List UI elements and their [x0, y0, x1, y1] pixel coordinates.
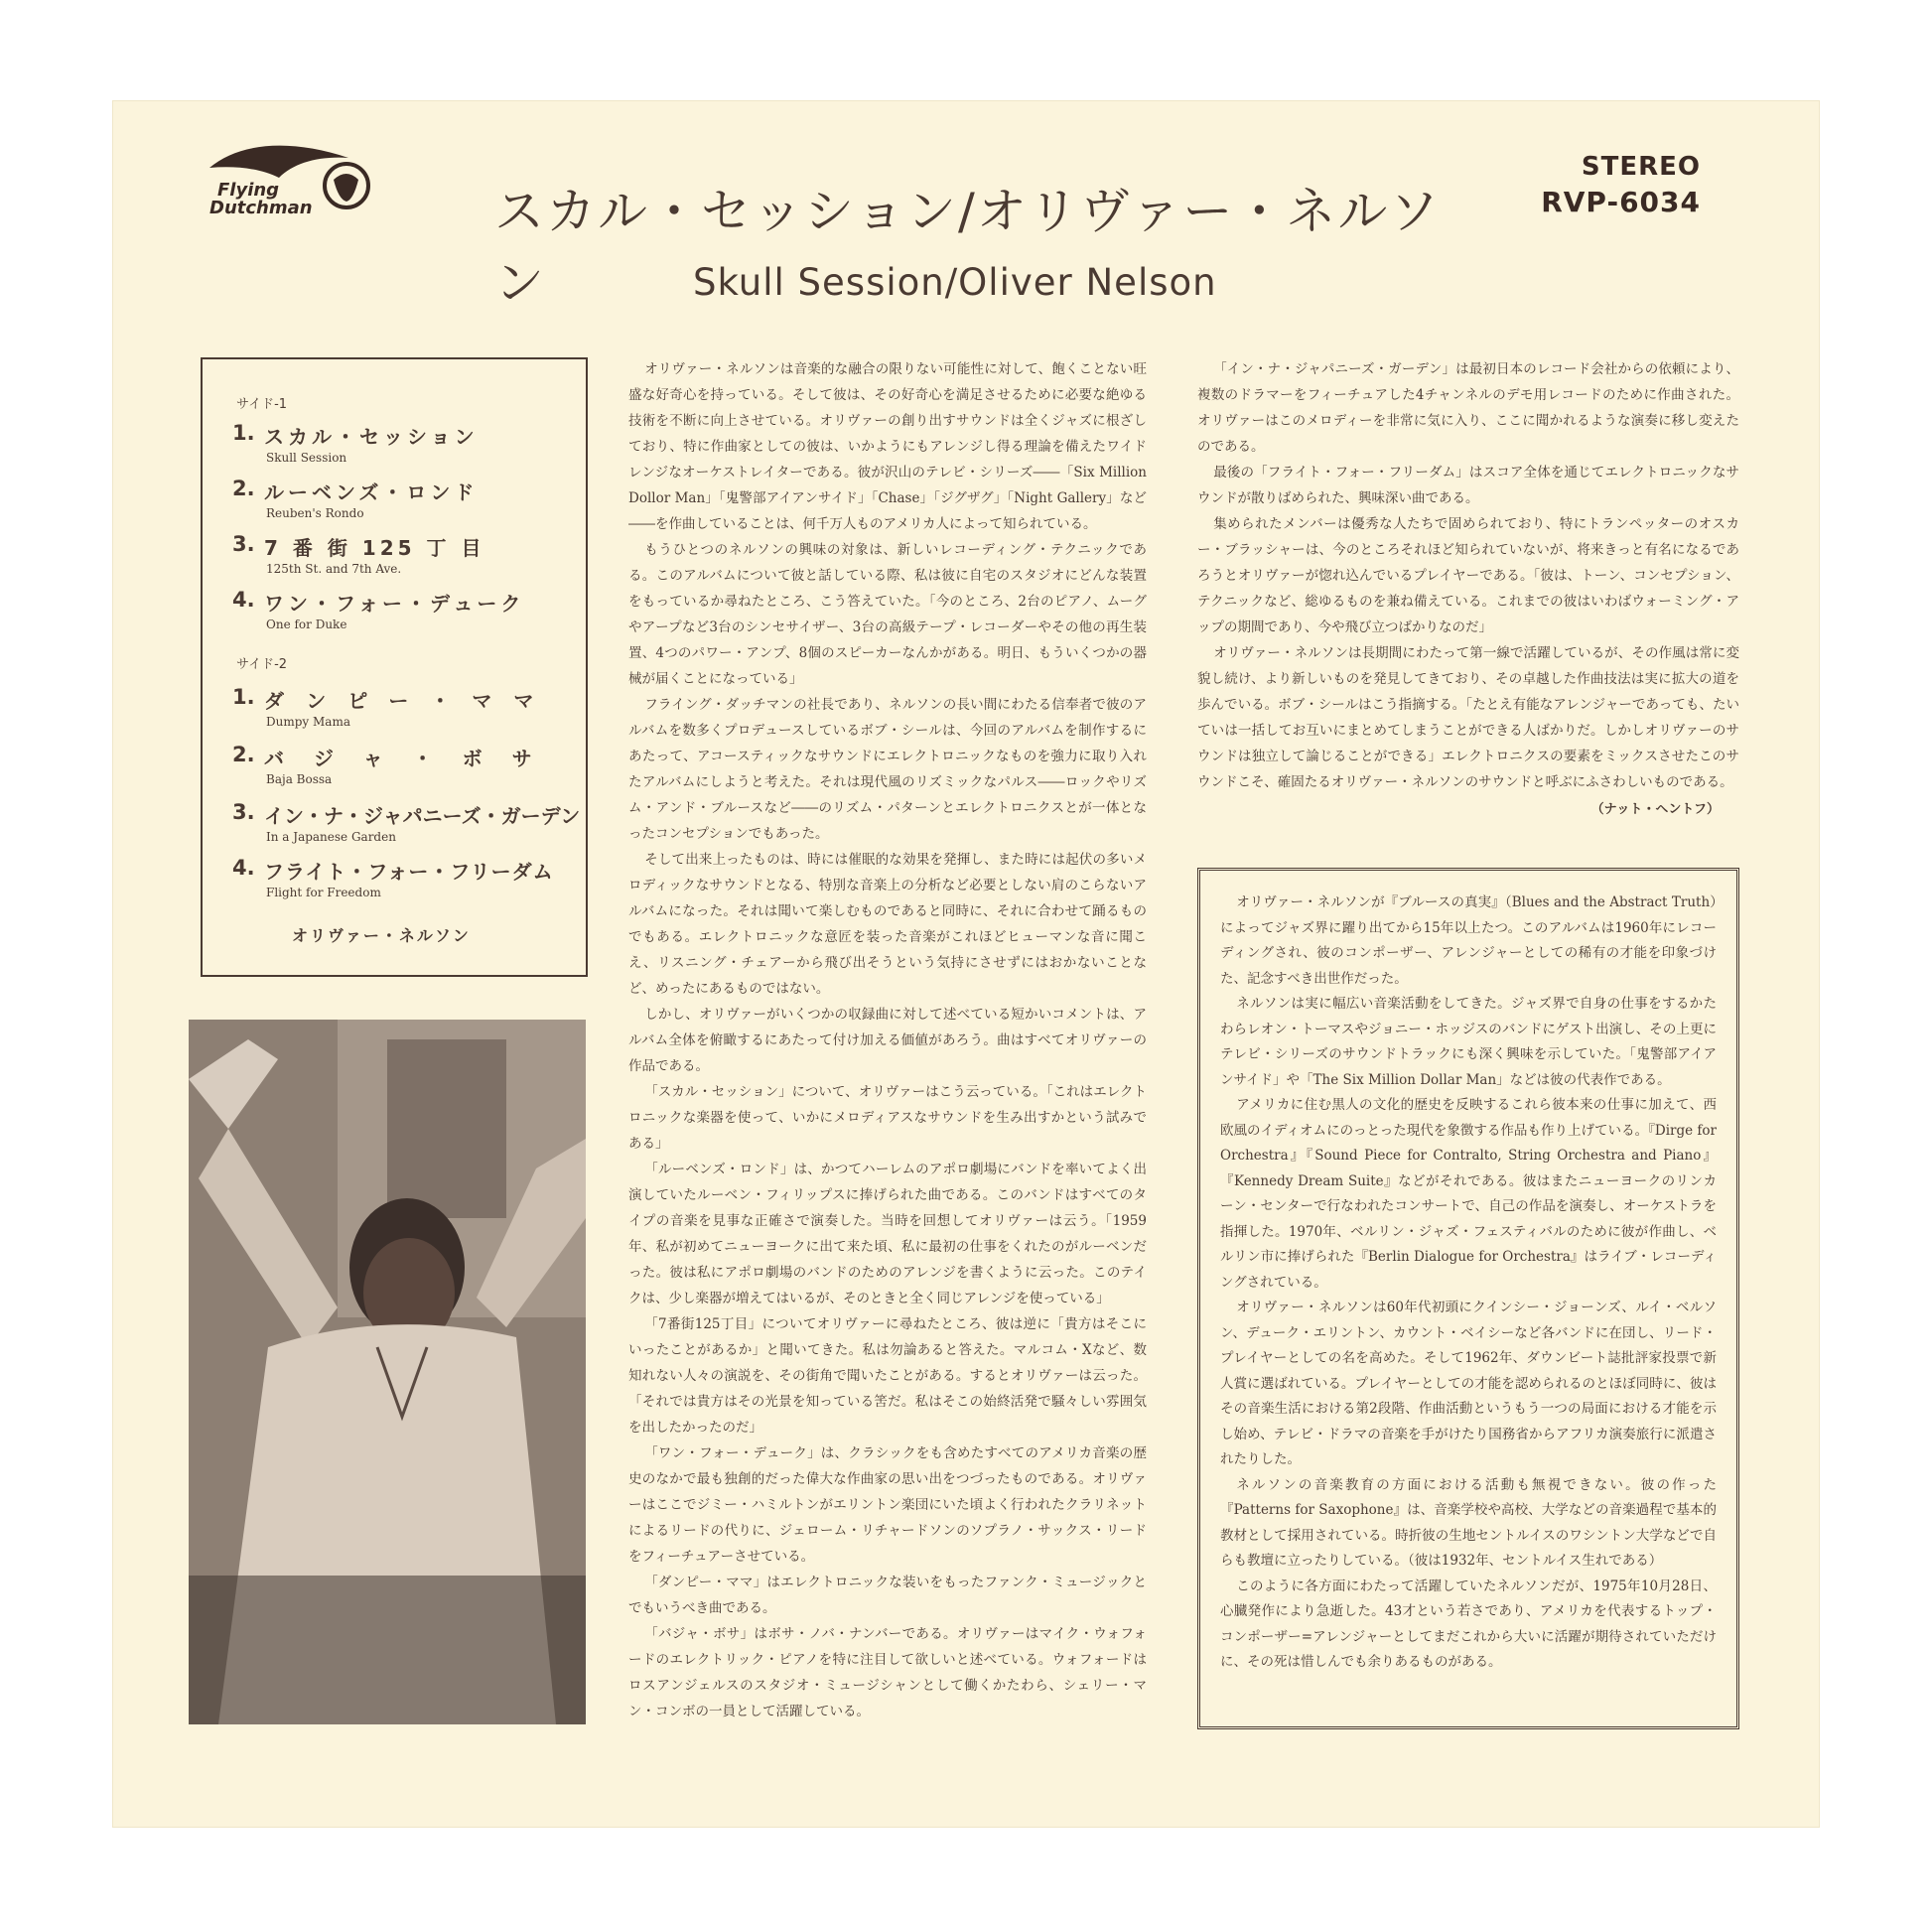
track-title-en: In a Japanese Garden [266, 830, 396, 844]
notes-paragraph: 「ダンピー・ママ」はエレクトロニックな装いをもったファンク・ミュージックとでもいうべき曲である。 [628, 1575, 1147, 1616]
biography-box [1197, 868, 1739, 1729]
bio-paragraph: オリヴァー・ネルソンが『ブルースの真実』（Blues and the Abstract Truth）によってジャズ界に躍り出てから15年以上たつ。このアルバムは1960年にレコーディングされ、彼のコンポーザー、アレンジャーとしての稀有の才能を印象づけた、記念すべき出世作だった。 [1220, 894, 1717, 987]
bio-paragraph: オリヴァー・ネルソンは60年代初頭にクインシー・ジョーンズ、ルイ・ベルソン、デューク・エリントン、カウント・ベイシーなど各バンドに在団し、リード・プレイヤーとしての名を高めた。そして1962年、ダウンビート誌批評家投票で新人賞に選ばれている。プレイヤーとしての才能を認められるのとほぼ同時に、彼はその音楽生活における第2段階、作曲活動というもう一つの局面における才能を示し始め、テレビ・ドラマの音楽を手がけたり国務省からアフリカ演奏旅行に派遣されたりした。 [1220, 1300, 1717, 1467]
notes-paragraph: フライング・ダッチマンの社長であり、ネルソンの長い間にわたる信奉者で彼のアルバムを数多くプロデュースしているボブ・シールは、今回のアルバムを制作するにあたって、アコースティックなサウンドにエレクトロニックなものを強力に取り入れたアルバムにしようと考えた。それは現代風のリズミックなパルス――ロックやリズム・アンド・ブルースなど――のリズム・パターンとエレクトロニクスとが一体となったコンセプションでもあった。 [628, 697, 1147, 842]
notes-paragraph: 集められたメンバーは優秀な人たちで固められており、特にトランペッターのオスカー・ブラッシャーは、今のところそれほど知られていないが、将来きっと有名になるであろうとオリヴァーが惚れ込んでいるプレイヤーである。「彼は、トーン、コンセプション、テクニックなど、総ゆるものを兼ね備えている。これまでの彼はいわばウォーミング・アップの期間であり、今や飛び立つばかりなのだ」 [1197, 516, 1739, 635]
track-title-ja: フライト・フォー・フリーダム [264, 860, 554, 884]
notes-paragraph: オリヴァー・ネルソンは長期間にわたって第一線で活躍しているが、その作風は常に変貌し続け、より新しいものを発見してきており、その卓越した作曲技法は実に拡大の道を歩んでいる。ボブ・シールはこう指摘する。「たとえ有能なアレンジャーであっても、たいていは一括してお互いにまとめてしまうことができる人ばかりだ。しかしオリヴァーのサウンドは独立して論じることができる」エレクトロニクスの要素をミックスさせたこのサウンドこそ、確固たるオリヴァー・ネルソンのサウンドと呼ぶにふさわしいものである。 [1197, 645, 1739, 790]
album-title-english: Skull Session/Oliver Nelson [693, 261, 1217, 304]
liner-notes-column-2 [1197, 356, 1739, 823]
track-title-en: Dumpy Mama [266, 715, 350, 729]
track-title-en: Baja Bossa [266, 772, 333, 786]
notes-paragraph: そして出来上ったものは、時には催眠的な効果を発揮し、また時には起伏の多いメロディックなサウンドとなる、特別な音楽上の分析など必要としない肩のこらないアルバムになった。それは聞いて楽しむものであると同時に、それに合わせて踊るものでもある。エレクトロニックな意匠を装った音楽がこれほどヒューマンな音に聞こえ、リスニング・チェアーから飛び出そうという気持にさせずにはおかないことなど、めったにあるものではない。 [628, 852, 1147, 997]
liner-notes-column-1 [628, 356, 1147, 1724]
track-title-en: One for Duke [266, 617, 347, 631]
catalog-block [1541, 152, 1701, 218]
track-title-ja: ルーベンズ・ロンド [264, 480, 479, 504]
catalog-number: RVP-6034 [1541, 186, 1701, 218]
notes-paragraph: もうひとつのネルソンの興味の対象は、新しいレコーディング・テクニックである。このアルバムについて彼と話している際、私は彼に自宅のスタジオにどんな装置をもっているか尋ねたところ、こう答えていた。「今のところ、2台のピアノ、ムーグやアープなど3台のシンセサイザー、3台の高級テープ・レコーダーやその他の再生装置、4つのパワー・アンプ、8個のスピーカーなんかがある。明日、もういくつかの器械が届くことになっている」 [628, 542, 1147, 687]
notes-author: （ナット・ヘントフ） [1590, 802, 1720, 817]
notes-paragraph: 「スカル・セッション」について、オリヴァーはこう云っている。「これはエレクトロニックな楽器を使って、いかにメロディアスなサウンドを生み出すかという試みである」 [628, 1084, 1147, 1152]
track-number: 3. [232, 800, 255, 824]
track-title-ja: バジャ・ボサ [264, 747, 562, 770]
track-title-ja: イン・ナ・ジャパニーズ・ガーデン [264, 804, 581, 828]
notes-paragraph: 「イン・ナ・ジャパニーズ・ガーデン」は最初日本のレコード会社からの依頼により、複数のドラマーをフィーチュアした4チャンネルのデモ用レコードのために作曲された。オリヴァーはこのメロディーを非常に気に入り、ここに聞かれるような演奏に移し変えたのである。 [1197, 361, 1739, 455]
track-title-ja: ダンピー・ママ [264, 689, 556, 713]
notes-paragraph: 「ワン・フォー・デューク」は、クラシックをも含めたすべてのアメリカ音楽の歴史のなかで最も独創的だった偉大な作曲家の思い出をつづったものである。オリヴァーはここでジミー・ハミルトンがエリントン楽団にいた頃よく行われたクラリネットによるリードの代りに、ジェローム・リチャードソンのソプラノ・サックス・リードをフィーチュアーさせている。 [628, 1445, 1147, 1565]
track-title-en: Flight for Freedom [266, 886, 381, 899]
notes-paragraph: 「バジャ・ボサ」はボサ・ノバ・ナンバーである。オリヴァーはマイク・ウォフォードのエレクトリック・ピアノを特に注目して欲しいと述べている。ウォフォードはロスアンジェルスのスタジオ・ミュージシャンとして働くかたわら、シェリー・マン・コンボの一員として活躍している。 [628, 1626, 1147, 1719]
bio-paragraph: アメリカに住む黒人の文化的歴史を反映するこれら彼本来の仕事に加えて、西欧風のイディオムにのっとった現代を象徴する作品も作り上げている。『Dirge for Orchestra』『Sound Piece for Contralto, String Orchestra and Piano』『Kennedy Dream Suite』などがそれである。彼はまたニューヨークのリンカーン・センターで行なわれたコンサートで、自己の作品を演奏し、オーケストラを指揮した。1970年、ベルリン・ジャズ・フェスティバルのために彼が作曲し、ベルリン市に捧げられた『Berlin Dialogue for Orchestra』はライブ・レコーディングされている。 [1220, 1097, 1717, 1291]
track-number: 4. [232, 856, 255, 880]
artist-photo [189, 1020, 586, 1724]
notes-paragraph: 「ルーベンズ・ロンド」は、かつてハーレムのアポロ劇場にバンドを率いてよく出演していたルーベン・フィリップスに捧げられた曲である。このバンドはすべてのタイプの音楽を見事な正確さで演奏した。当時を回想してオリヴァーは云う。「1959年、私が初めてニューヨークに出て来た頃、私に最初の仕事をくれたのがルーベンだった。彼は私にアポロ劇場のバンドのためのアレンジを書くように云った。このテイクは、少し楽器が増えてはいるが、そのときと全く同じアレンジを使っている」 [628, 1162, 1147, 1306]
artist-name: オリヴァー・ネルソン [292, 926, 471, 945]
svg-text:Dutchman: Dutchman [209, 198, 313, 218]
track-number: 1. [232, 421, 255, 445]
stereo-label: STEREO [1581, 152, 1701, 182]
bio-paragraph: ネルソンの音楽教育の方面における活動も無視できない。彼の作った『Patterns for Saxophone』は、音楽学校や高校、大学などの音楽過程で基本的教材として採用されている。時折彼の生地セントルイスのワシントン大学などで自らも教壇に立ったりしている。（彼は1932年、セントルイス生れである） [1220, 1476, 1717, 1569]
svg-text:Flying: Flying [217, 180, 280, 201]
side2-label: サイド-2 [236, 657, 288, 672]
track-title-ja: スカル・セッション [264, 425, 479, 449]
track-number: 2. [232, 477, 255, 500]
tracklist-box [201, 357, 588, 977]
track-title-ja: ワン・フォー・デューク [264, 592, 525, 616]
track-number: 3. [232, 532, 255, 556]
track-title-ja: 7 番 街 125 丁 目 [264, 536, 485, 560]
side1-label: サイド-1 [236, 397, 288, 412]
flying-dutchman-logo [200, 138, 378, 227]
bio-paragraph: このように各方面にわたって活躍していたネルソンだが、1975年10月28日、心臓発作により急逝した。43才という若さであり、アメリカを代表するトップ・コンポーザー=アレンジャーとしてまだこれから大いに活躍が期待されていただけに、その死は惜しんでも余りあるものがある。 [1220, 1578, 1717, 1670]
track-title-en: Skull Session [266, 451, 347, 465]
album-title-japanese: スカル・セッション/オリヴァー・ネルソン [494, 183, 1442, 312]
track-number: 2. [232, 743, 255, 766]
track-title-en: 125th St. and 7th Ave. [266, 562, 402, 576]
notes-paragraph: オリヴァー・ネルソンは音楽的な融合の限りない可能性に対して、飽くことない旺盛な好奇心を持っている。そして彼は、その好奇心を満足させるために必要な絶ゆる技術を不断に向上させている。オリヴァーの創り出すサウンドは全くジャズに根ざしており、特に作曲家としての彼は、いかようにもアレンジし得る理論を備えたワイドレンジなオーケストレイターである。彼が沢山のテレビ・シリーズ――「Six Million Dollor Man」「鬼警部アイアンサイド」「Chase」「ジグザグ」「Night Gallery」など――を作曲していることは、何千万人ものアメリカ人によって知られている。 [628, 361, 1147, 532]
track-number: 4. [232, 588, 255, 612]
notes-paragraph: 「7番街125丁目」についてオリヴァーに尋ねたところ、彼は逆に「貴方はそこにいったことがあるか」と聞いてきた。私は勿論あると答えた。マルコム・Xなど、数知れない人々の演説を、その街角で聞いたことがある。するとオリヴァーは云った。「それでは貴方はその光景を知っている筈だ。私はそこの始終活発で騒々しい雰囲気を出したかったのだ」 [628, 1316, 1147, 1436]
bio-paragraph: ネルソンは実に幅広い音楽活動をしてきた。ジャズ界で自身の仕事をするかたわらレオン・トーマスやジョニー・ホッジスのバンドにゲスト出演し、その上更にテレビ・シリーズのサウンドトラックにも深く興味を示していた。「鬼警部アイアンサイド」や「The Six Million Dollar Man」などは彼の代表作である。 [1220, 996, 1717, 1088]
record-insert-sheet [112, 100, 1820, 1828]
track-number: 1. [232, 685, 255, 709]
notes-paragraph: しかし、オリヴァーがいくつかの収録曲に対して述べている短かいコメントは、アルバム全体を俯瞰するにあたって付け加える価値があろう。曲はすべてオリヴァーの作品である。 [628, 1007, 1147, 1074]
notes-paragraph: 最後の「フライト・フォー・フリーダム」はスコア全体を通じてエレクトロニックなサウンドが散りばめられた、興味深い曲である。 [1197, 465, 1739, 506]
track-title-en: Reuben's Rondo [266, 506, 364, 520]
